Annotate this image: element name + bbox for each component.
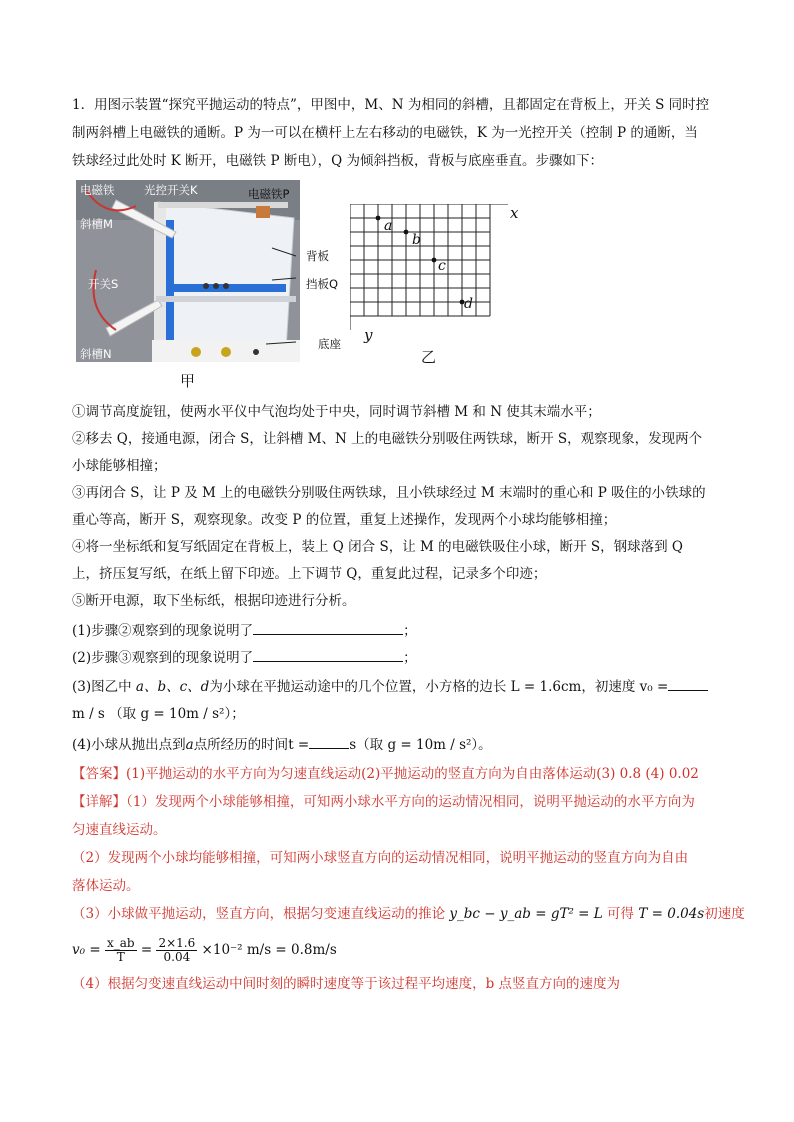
- axis-y-label: y: [364, 326, 373, 344]
- explain-tag: 【详解】: [72, 794, 126, 810]
- step-2-line-2: 小球能够相撞；: [72, 458, 167, 474]
- gravity-note-3: （取 g = 10m / s²）；: [109, 706, 245, 722]
- label-chute-m: 斜槽M: [80, 217, 113, 231]
- label-electromagnet-p: 电磁铁P: [248, 187, 290, 201]
- answer-text: (1)平抛运动的水平方向为匀速直线运动(2)平抛运动的竖直方向为自由落体运动(3) 0.8 (4) 0.02: [126, 766, 699, 782]
- subquestion-2: [72, 647, 417, 668]
- label-base: 底座: [318, 337, 341, 351]
- fraction-1-numerator: x_ab: [106, 936, 135, 950]
- answer-tag: 【答案】: [72, 766, 126, 782]
- explain-3a-text-2: 可得: [607, 906, 635, 922]
- point-b-label: b: [412, 232, 421, 248]
- step-4-line-2: 上，挤压复写纸，在纸上留下印迹。上下调节 Q，重复此过程，记录多个印迹；: [72, 566, 547, 582]
- answer-blank-2[interactable]: [253, 647, 403, 662]
- explain-2b: 落体运动。: [72, 878, 140, 894]
- question-intro-line-1: 1．用图示装置“探究平抛运动的特点”，甲图中，M、N 为相同的斜槽，且都固定在背板上，开关 S 同时控: [72, 97, 710, 113]
- point-b-marker: [404, 230, 409, 235]
- step-4-line-1: ④将一坐标纸和复写纸固定在背板上，装上 Q 闭合 S，让 M 的电磁铁吸住小球，断开 S，钢球落到 Q: [72, 539, 683, 555]
- explain-3a-text: （3）小球做平抛运动，竖直方向，根据匀变速直线运动的推论: [72, 906, 446, 922]
- subquestion-4-text: (4)小球从抛出点到: [72, 737, 186, 753]
- label-electromagnet: 电磁铁: [80, 183, 115, 197]
- subquestion-2-text: (2)步骤③观察到的现象说明了: [72, 650, 254, 666]
- step-5: ⑤断开电源，取下坐标纸，根据印迹进行分析。: [72, 593, 356, 609]
- answer-line: [72, 764, 699, 784]
- subquestion-2-semicolon: ；: [403, 650, 417, 666]
- subquestion-1-semicolon: ；: [403, 623, 417, 639]
- step-3-line-2: 重心等高，断开 S，观察现象。改变 P 的位置，重复上述操作，发现两个小球均能够相撞；: [72, 512, 617, 528]
- explain-line-1: [72, 792, 695, 812]
- step-1: ①调节高度旋钮，使两水平仪中气泡均处于中央，同时调节斜槽 M 和 N 使其末端水平；: [72, 404, 601, 420]
- explain-3a: [72, 904, 745, 924]
- point-c-marker: [432, 258, 437, 263]
- explain-4: （4）根据匀变速直线运动中间时刻的瞬时速度等于该过程平均速度，b 点竖直方向的速度为: [72, 976, 621, 992]
- explain-3a-text-3: 初速度: [704, 906, 745, 922]
- subquestion-4-point: a: [185, 737, 194, 753]
- answer-blank-3[interactable]: [668, 676, 708, 691]
- subquestion-3-text: 为小球在平抛运动途中的几个位置，小方格的边长: [209, 679, 507, 695]
- t-symbol: t =: [288, 737, 310, 753]
- formula-result: ×10⁻² m/s = 0.8m/s: [201, 942, 337, 958]
- answer-blank-1[interactable]: [253, 620, 403, 635]
- point-a-marker: [376, 216, 381, 221]
- apparatus-drawing: [76, 180, 300, 362]
- square-side-length: L = 1.6cm: [510, 679, 582, 695]
- formula-equals: =: [140, 942, 153, 958]
- point-d-label: d: [464, 296, 473, 312]
- explain-2a: （2）发现两个小球均能够相撞，可知两小球竖直方向的运动情况相同，说明平抛运动的竖直方向为自由: [72, 850, 689, 866]
- answer-blank-4[interactable]: [309, 734, 349, 749]
- axis-x-label: x: [510, 204, 519, 222]
- step-3-line-1: ③再闭合 S，让 P 及 M 上的电磁铁分别吸住两铁球，且小铁球经过 M 末端时的重心和 P 吸住的小铁球的: [72, 485, 706, 501]
- label-baffle-q: 挡板Q: [306, 277, 339, 291]
- step-2-line-1: ②移去 Q，接通电源，闭合 S，让斜槽 M、N 上的电磁铁分别吸住两铁球，断开 S，观察现象，发现两个: [72, 431, 703, 447]
- formula-lhs: v₀ =: [72, 942, 101, 958]
- label-photo-switch-k: 光控开关K: [144, 183, 198, 197]
- explain-3b-formula: [72, 936, 337, 964]
- fraction-2-denominator: 0.04: [163, 950, 191, 964]
- v0-symbol: v₀ =: [639, 679, 669, 695]
- fraction-1-denominator: T: [116, 950, 125, 964]
- figure-yi-caption: 乙: [421, 348, 437, 366]
- period-value: T = 0.04s: [638, 906, 705, 922]
- fraction-2-numerator: 2×1.6: [158, 936, 196, 950]
- gravity-note-4: s（取 g = 10m / s²）。: [349, 737, 492, 753]
- subquestion-3-lead: (3)图乙中: [72, 679, 132, 695]
- subquestion-1-text: (1)步骤②观察到的现象说明了: [72, 623, 254, 639]
- subquestion-3-points: a、b、c、d: [135, 679, 210, 695]
- point-a-label: a: [384, 218, 393, 234]
- explain-3a-equation: y_bc − y_ab = gT² = L: [449, 906, 603, 922]
- fraction-xab-over-t: [105, 937, 137, 964]
- question-intro-line-3: 铁球经过此处时 K 断开，电磁铁 P 断电），Q 为倾斜挡板，背板与底座垂直。步骤如下：: [72, 153, 603, 169]
- fraction-numeric: [156, 937, 197, 964]
- label-switch-s: 开关S: [88, 277, 119, 291]
- point-c-label: c: [438, 258, 446, 274]
- subquestion-4: [72, 734, 492, 755]
- question-intro-line-2: 制两斜槽上电磁铁的通断。P 为一可以在横杆上左右移动的电磁铁，K 为一光控开关（控制 P 的通断，当: [72, 125, 698, 141]
- subquestion-3-line-2: [72, 704, 245, 724]
- speed-unit: m / s: [72, 706, 105, 722]
- subquestion-3-line-1: [72, 676, 708, 697]
- explain-1b: 匀速直线运动。: [72, 822, 167, 838]
- subquestion-4-text-2: 点所经历的时间: [193, 737, 289, 753]
- label-backboard: 背板: [306, 249, 329, 263]
- figure-jia-caption: 甲: [180, 372, 196, 390]
- explain-1a: （1）发现两个小球能够相撞，可知两小球水平方向的运动情况相同，说明平抛运动的水平方向为: [126, 794, 695, 810]
- subquestion-1: [72, 620, 417, 641]
- label-chute-n: 斜槽N: [80, 347, 112, 361]
- apparatus-photo: [76, 180, 300, 362]
- subquestion-3-initial-speed: ，初速度: [581, 679, 636, 695]
